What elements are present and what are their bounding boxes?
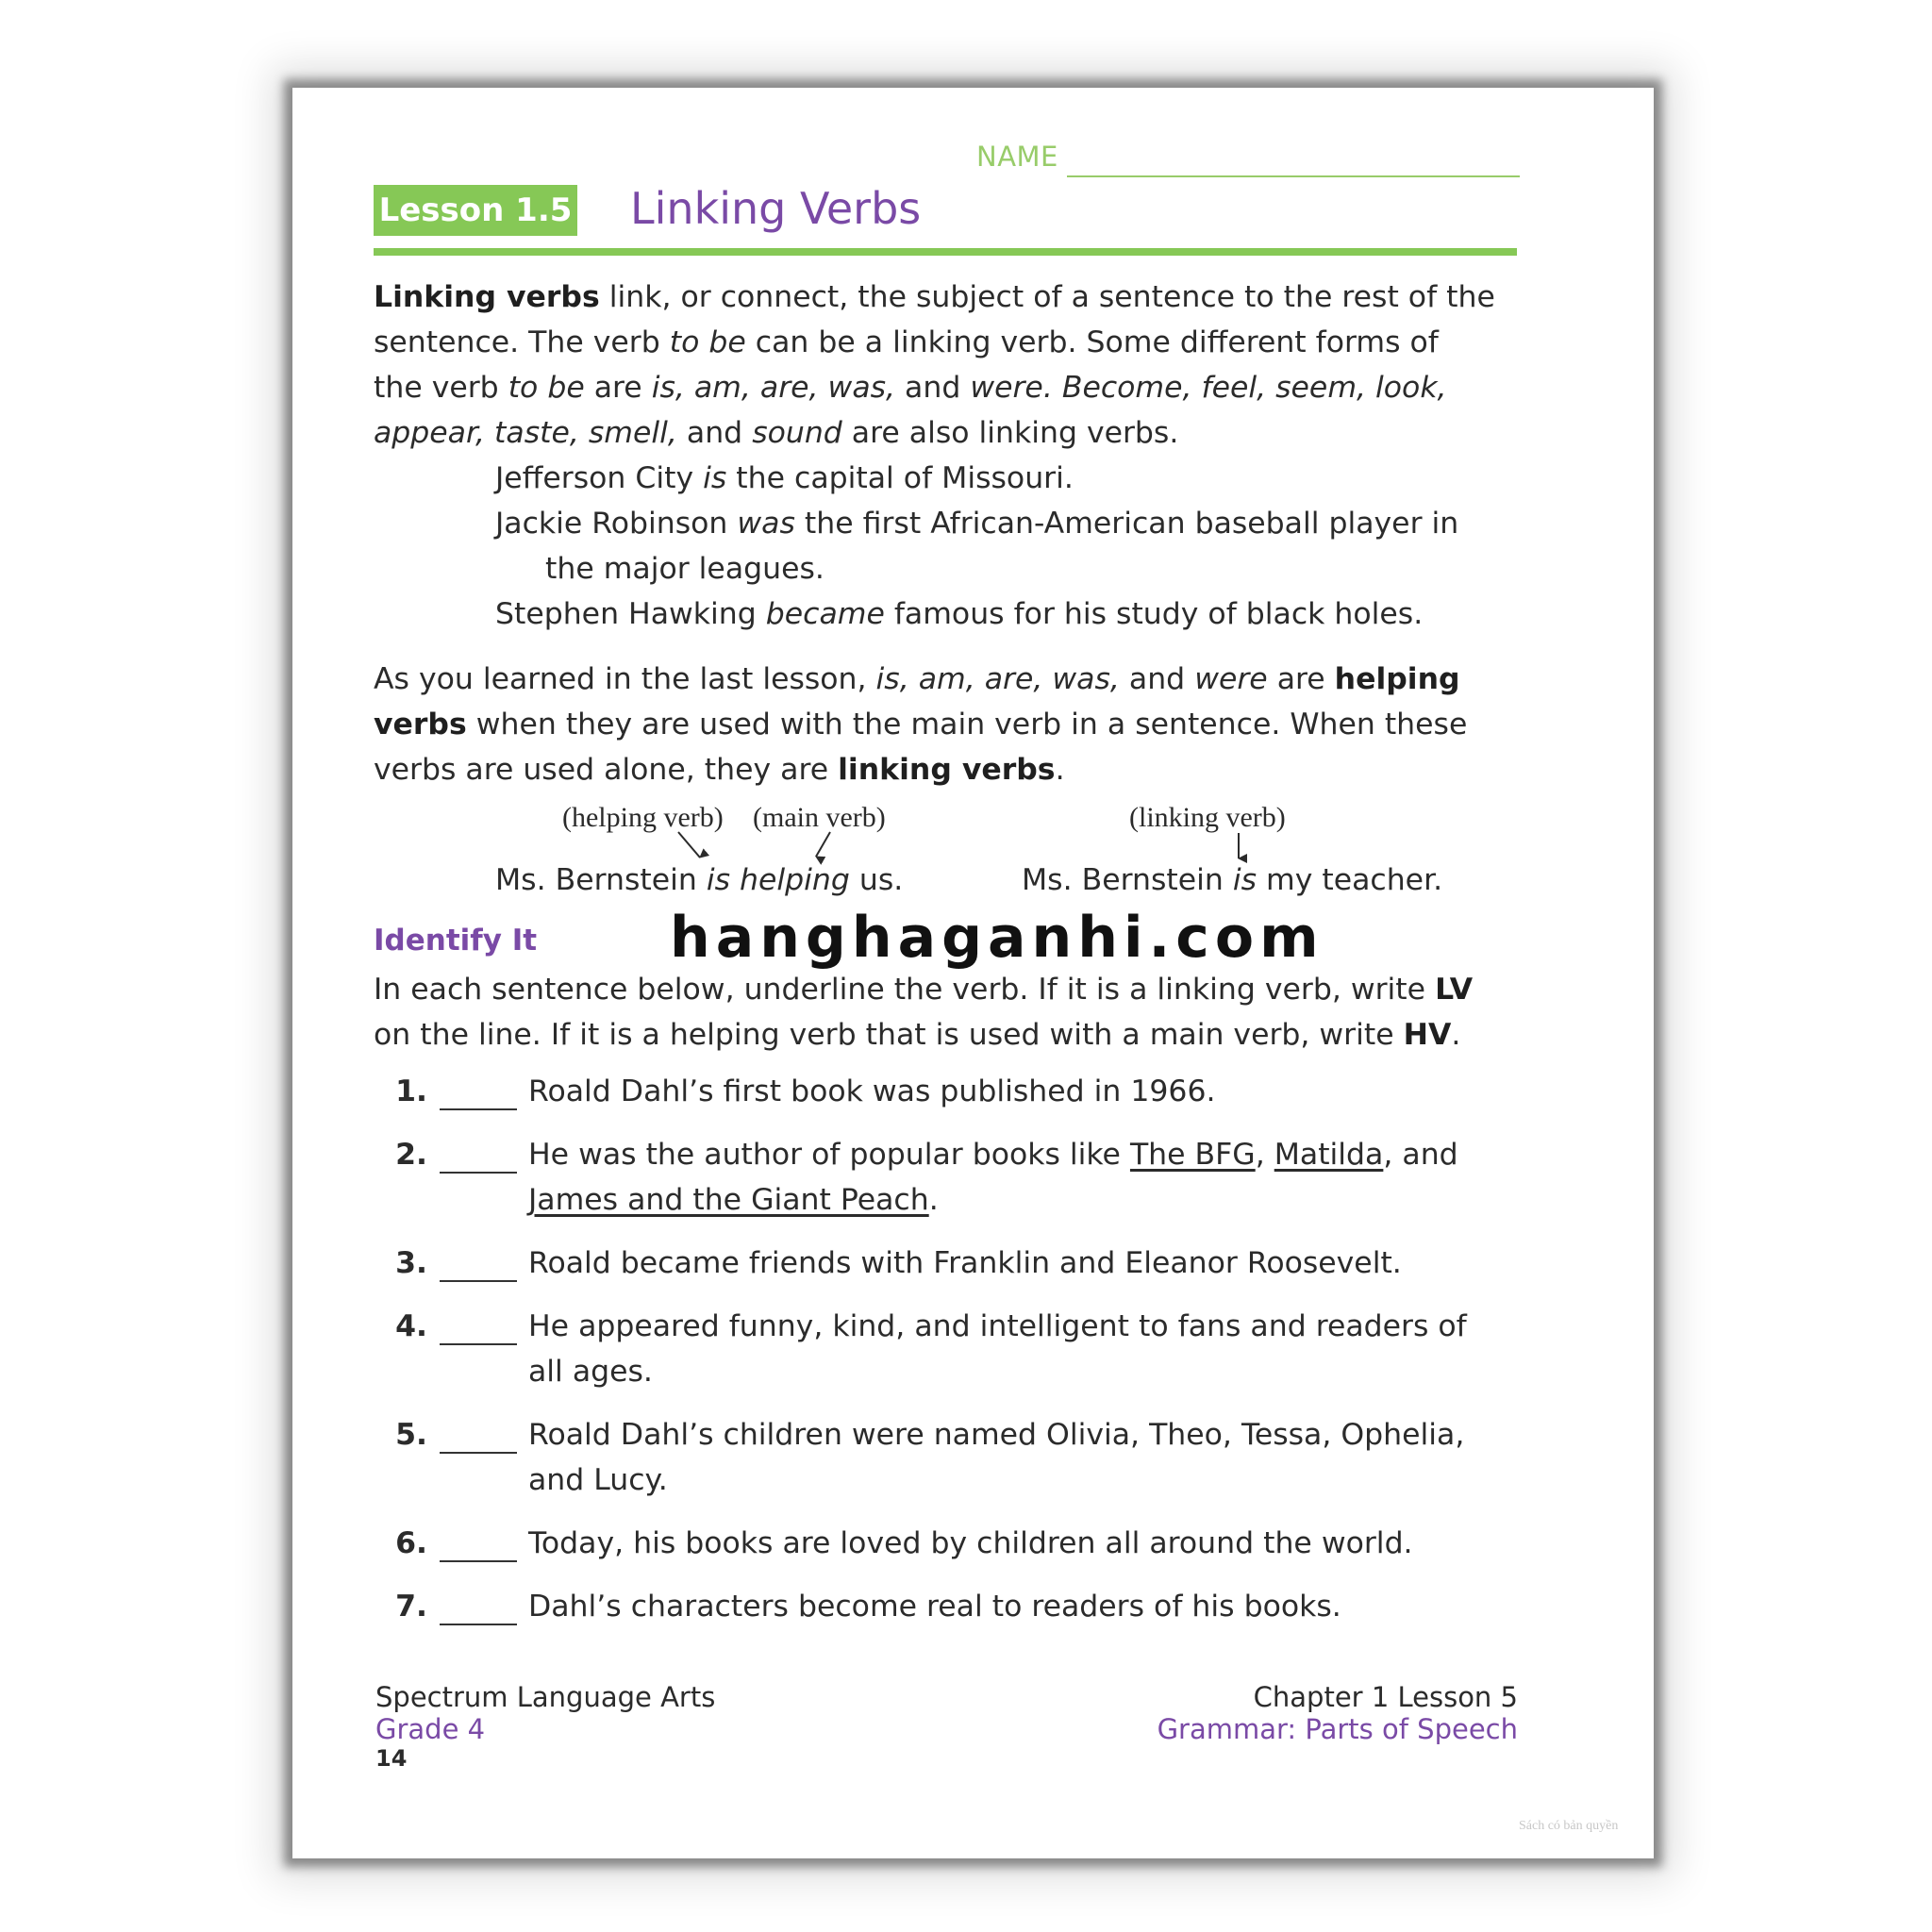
- diagram-arrows: [292, 88, 1654, 937]
- page-number: 14: [375, 1745, 408, 1772]
- annotation-linking-verb: (linking verb): [1129, 802, 1286, 833]
- book-title: The BFG: [1129, 1138, 1256, 1172]
- identify-instructions-1: [374, 967, 1473, 1012]
- emph: appear, taste, smell,: [374, 416, 677, 450]
- verb-is: is: [706, 863, 731, 897]
- text: and: [1119, 662, 1195, 696]
- exercise-text: Today, his books are loved by children all around the world.: [528, 1526, 1413, 1560]
- text: Jefferson City: [495, 461, 704, 495]
- name-label: NAME: [976, 141, 1058, 173]
- text: Ms. Bernstein: [495, 863, 707, 897]
- lesson-badge: Lesson 1.5: [374, 185, 577, 236]
- exercise-number: 7.: [395, 1590, 427, 1624]
- text: , and: [1383, 1138, 1458, 1172]
- exercise-item: [292, 1526, 1654, 1583]
- text: Ms. Bernstein: [1022, 863, 1233, 897]
- identify-it-heading: Identify It: [374, 924, 538, 958]
- exercise-text: Roald Dahl’s first book was published in 1966.: [528, 1074, 1216, 1108]
- arrow-to-is: [678, 832, 700, 858]
- exercise-item: [292, 1590, 1654, 1646]
- arrow-to-helping: [816, 832, 830, 857]
- exercise-number: 6.: [395, 1526, 427, 1560]
- term-linking-verbs: Linking verbs: [374, 280, 600, 314]
- answer-blank[interactable]: [440, 1624, 517, 1625]
- emph: is, am, are, was,: [875, 662, 1120, 696]
- answer-blank[interactable]: [440, 1560, 517, 1562]
- exercise-item: [292, 1418, 1654, 1512]
- text: us.: [849, 863, 904, 897]
- exercise-text: Roald Dahl’s children were named Olivia, Theo, Tessa, Ophelia,: [528, 1418, 1465, 1452]
- exercise-text-continued: and Lucy.: [528, 1463, 668, 1497]
- example-2-continued: the major leagues.: [545, 552, 824, 586]
- term-verbs: verbs: [374, 708, 467, 741]
- emph: was: [737, 507, 795, 541]
- text: are: [584, 371, 652, 405]
- term-linking-verbs: linking verbs: [838, 753, 1056, 787]
- footer-grade: Grade 4: [375, 1713, 486, 1745]
- emph: were: [1194, 662, 1268, 696]
- exercise-text-continued: [528, 1177, 939, 1223]
- text: can be a linking verb. Some different forms of: [745, 325, 1439, 359]
- text: famous for his study of black holes.: [884, 597, 1424, 631]
- emph: to be: [508, 371, 585, 405]
- text: the first African-American baseball player in: [794, 507, 1459, 541]
- text: ,: [1255, 1138, 1274, 1172]
- text: .: [928, 1183, 939, 1217]
- answer-blank[interactable]: [440, 1108, 517, 1110]
- watermark-text: hanghaganhi.com: [670, 905, 1324, 971]
- text: my teacher.: [1257, 863, 1443, 897]
- exercise-number: 4.: [395, 1309, 427, 1343]
- verb-helping: helping: [740, 863, 850, 897]
- emph: were. Become, feel, seem, look,: [970, 371, 1447, 405]
- diagram-sentence-helping: [495, 858, 903, 903]
- emph: sound: [752, 416, 842, 450]
- footer-topic: Grammar: Parts of Speech: [1157, 1713, 1518, 1745]
- worksheet-page: [292, 88, 1654, 1858]
- answer-blank[interactable]: [440, 1172, 517, 1174]
- exercise-item: [292, 1246, 1654, 1303]
- diagram-sentence-linking: [1022, 858, 1442, 903]
- text: verbs are used alone, they are: [374, 753, 839, 787]
- exercise-number: 5.: [395, 1418, 427, 1452]
- exercise-text: He appeared funny, kind, and intelligent to fans and readers of: [528, 1309, 1467, 1343]
- exercise-text-continued: all ages.: [528, 1355, 653, 1389]
- text: Jackie Robinson: [495, 507, 738, 541]
- answer-blank[interactable]: [440, 1343, 517, 1345]
- exercise-number: 3.: [395, 1246, 427, 1280]
- book-title: Matilda: [1274, 1138, 1384, 1172]
- annotation-main-verb: (main verb): [753, 802, 886, 833]
- emph: became: [765, 597, 885, 631]
- exercise-text: Dahl’s characters become real to readers of his books.: [528, 1590, 1341, 1624]
- text: are also linking verbs.: [841, 416, 1179, 450]
- emph: is, am, are, was,: [651, 371, 896, 405]
- text: [730, 863, 740, 897]
- text: He was the author of popular books like: [528, 1138, 1130, 1172]
- exercise-number: 2.: [395, 1138, 427, 1172]
- text: As you learned in the last lesson,: [374, 662, 876, 696]
- annotation-helping-verb: (helping verb): [562, 802, 724, 833]
- text: Stephen Hawking: [495, 597, 766, 631]
- text: and: [895, 371, 971, 405]
- text: are: [1267, 662, 1335, 696]
- text: the capital of Missouri.: [726, 461, 1074, 495]
- text: and: [676, 416, 753, 450]
- code-hv: HV: [1403, 1018, 1452, 1052]
- text: .: [1055, 753, 1065, 787]
- answer-blank[interactable]: [440, 1280, 517, 1282]
- text: In each sentence below, underline the verb. If it is a linking verb, write: [374, 973, 1436, 1007]
- lesson-title: Linking Verbs: [630, 183, 922, 234]
- text: on the line. If it is a helping verb that is used with a main verb, write: [374, 1018, 1404, 1052]
- exercise-number: 1.: [395, 1074, 427, 1108]
- term-helping: helping: [1334, 662, 1460, 696]
- text: the verb: [374, 371, 508, 405]
- text: link, or connect, the subject of a sentence to the rest of the: [599, 280, 1495, 314]
- exercise-item: [292, 1138, 1654, 1232]
- code-lv: LV: [1435, 973, 1474, 1007]
- exercise-text: Roald became friends with Franklin and Eleanor Roosevelt.: [528, 1246, 1402, 1280]
- answer-blank[interactable]: [440, 1452, 517, 1454]
- emph: is: [703, 461, 727, 495]
- emph: to be: [669, 325, 746, 359]
- exercise-item: [292, 1309, 1654, 1404]
- footer-book-title: Spectrum Language Arts: [375, 1681, 716, 1713]
- identify-instructions-2: [374, 1012, 1460, 1058]
- text: .: [1451, 1018, 1461, 1052]
- footer-chapter: Chapter 1 Lesson 5: [1253, 1681, 1518, 1713]
- copyright-note: Sách có bản quyền: [1519, 1819, 1619, 1833]
- book-title: James and the Giant Peach: [528, 1183, 929, 1217]
- verb-is: is: [1232, 863, 1257, 897]
- text: sentence. The verb: [374, 325, 670, 359]
- exercise-text: [528, 1132, 1458, 1177]
- exercise-item: [292, 1074, 1654, 1131]
- text: when they are used with the main verb in a sentence. When these: [466, 708, 1468, 741]
